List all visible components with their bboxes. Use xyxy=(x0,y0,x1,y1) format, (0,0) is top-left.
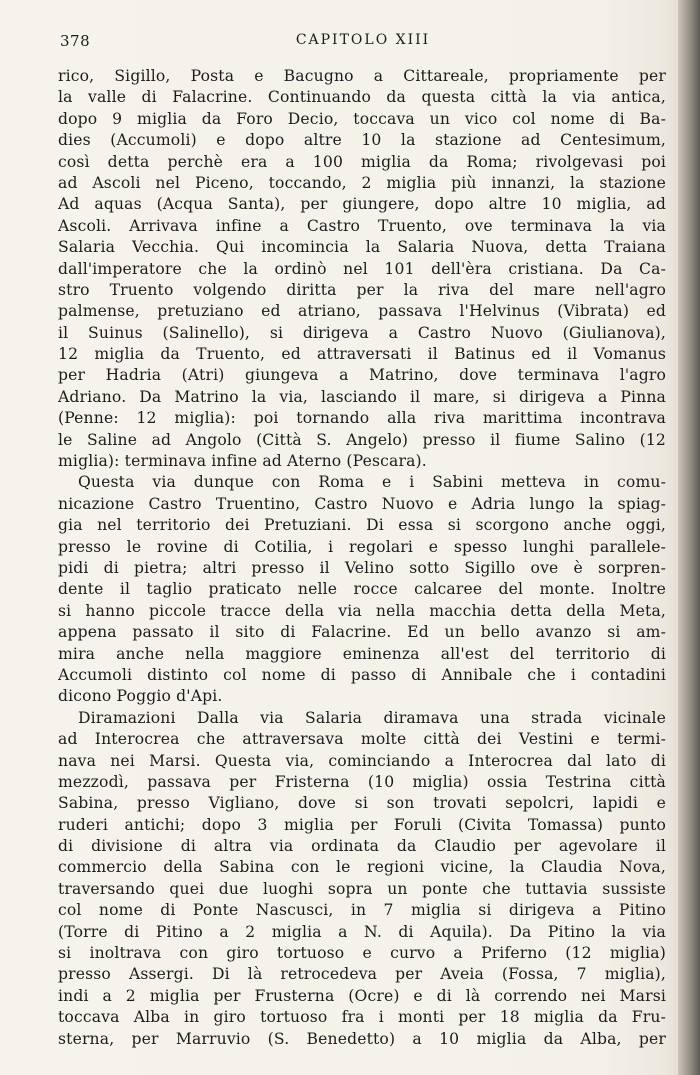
text-line: rico, Sigillo, Posta e Bacugno a Cittareale, propriamente per xyxy=(58,67,666,85)
text-line: Salaria Vecchia. Qui incomincia la Salaria Nuova, detta Traiana xyxy=(58,238,666,257)
text-line: appena passato il sito di Falacrine. Ed un bello avanzo si am- xyxy=(58,623,666,642)
text-line: Adriano. Da Matrino la via, lasciando il mare, si dirigeva a Pinna xyxy=(58,387,666,406)
text-line: le Saline ad Angolo (Città S. Angelo) presso il fiume Salino (12 xyxy=(58,430,666,449)
text-line: Ad aquas (Acqua Santa), per giungere, dopo altre 10 miglia, ad xyxy=(58,195,666,214)
text-line: nicazione Castro Truentino, Castro Nuovo e Adria lungo la spiag- xyxy=(58,494,666,513)
page-header xyxy=(60,30,666,54)
text-line: stro Truento volgendo diritta per la riva del mare nell'agro xyxy=(58,280,666,299)
text-line: (Torre di Pitino a 2 miglia a N. di Aquila). Da Pitino la via xyxy=(58,922,666,941)
book-gutter-shadow xyxy=(678,0,700,1075)
text-line: ruderi antichi; dopo 3 miglia per Foruli (Civita Tomassa) punto xyxy=(58,815,666,834)
text-line: (Penne: 12 miglia): poi tornando alla riva marittima incontrava xyxy=(58,409,666,428)
text-line: Questa via dunque con Roma e i Sabini metteva in comu- xyxy=(78,473,666,492)
text-line: commercio della Sabina con le regioni vicine, la Claudia Nova, xyxy=(58,858,666,877)
text-line: toccava Alba in giro tortuoso fra i monti per 18 miglia da Fru- xyxy=(58,1008,666,1027)
text-line: mira anche nella maggiore eminenza all'est del territorio di xyxy=(58,644,666,663)
text-line: gia nel territorio dei Pretuziani. Di essa si scorgono anche oggi, xyxy=(58,516,666,535)
text-line: presso Assergi. Di là retrocedeva per Aveia (Fossa, 7 miglia), xyxy=(58,965,666,984)
text-line: Ascoli. Arrivava infine a Castro Truento, ove terminava la via xyxy=(58,216,666,235)
text-line: mezzodì, passava per Fristerna (10 miglia) ossia Testrina città xyxy=(58,772,666,791)
text-line: dall'imperatore che la ordinò nel 101 dell'èra cristiana. Da Ca- xyxy=(58,259,666,278)
text-line: Diramazioni Dalla via Salaria diramava una strada vicinale xyxy=(78,708,666,727)
text-line: dente il taglio praticato nelle rocce calcaree del monte. Inoltre xyxy=(58,580,666,599)
text-line: dicono Poggio d'Api. xyxy=(58,687,223,706)
body-text xyxy=(58,66,666,1050)
text-line: col nome di Ponte Nascusci, in 7 miglia si dirigeva a Pitino xyxy=(58,901,666,920)
text-line: sterna, per Marruvio (S. Benedetto) a 10 miglia da Alba, per xyxy=(58,1029,666,1048)
text-line: miglia): terminava infine ad Aterno (Pescara). xyxy=(58,452,427,471)
running-title: CAPITOLO XIII xyxy=(295,32,431,48)
text-line: così detta perchè era a 100 miglia da Roma; rivolgevasi poi xyxy=(58,152,666,171)
text-line: dopo 9 miglia da Foro Decio, toccava un vico col nome di Ba- xyxy=(58,109,666,128)
text-line: pidi di pietra; altri presso il Velino sotto Sigillo ove è sorpren- xyxy=(58,558,666,577)
text-line: indi a 2 miglia per Frusterna (Ocre) e di là correndo nei Marsi xyxy=(58,986,666,1005)
text-line: per Hadria (Atri) giungeva a Matrino, dove terminava l'agro xyxy=(58,366,666,385)
text-line: ad Ascoli nel Piceno, toccando, 2 miglia più innanzi, la stazione xyxy=(58,173,666,192)
text-line: di divisione di altra via ordinata da Claudio per agevolare il xyxy=(58,837,666,856)
text-line: si inoltrava con giro tortuoso e curvo a Priferno (12 miglia) xyxy=(58,944,666,963)
text-line: presso le rovine di Cotilia, i regolari e spesso lunghi parallele- xyxy=(58,537,666,556)
text-line: dies (Accumoli) e dopo altre 10 la stazione ad Centesimum, xyxy=(58,131,666,150)
text-line: ad Interocrea che attraversava molte città dei Vestini e termi- xyxy=(58,730,666,749)
text-line: si hanno piccole tracce della via nella macchia detta della Meta, xyxy=(58,601,666,620)
text-line: la valle di Falacrine. Continuando da questa città la via antica, xyxy=(58,88,666,107)
text-line: Accumoli distinto col nome di passo di Annibale che i contadini xyxy=(58,665,666,684)
text-line: 12 miglia da Truento, ed attraversati il Batinus ed il Vomanus xyxy=(58,345,666,364)
page-number: 378 xyxy=(60,32,91,50)
text-line: Sabina, presso Vigliano, dove si son trovati sepolcri, lapidi e xyxy=(58,794,666,813)
text-line: nava nei Marsi. Questa via, cominciando a Interocrea dal lato di xyxy=(58,751,666,770)
text-line: il Suinus (Salinello), si dirigeva a Castro Nuovo (Giulianova), xyxy=(58,323,666,342)
text-line: traversando quei due luoghi sopra un ponte che tuttavia sussiste xyxy=(58,879,666,898)
text-line: palmense, pretuziano ed atriano, passava l'Helvinus (Vibrata) ed xyxy=(58,302,666,321)
